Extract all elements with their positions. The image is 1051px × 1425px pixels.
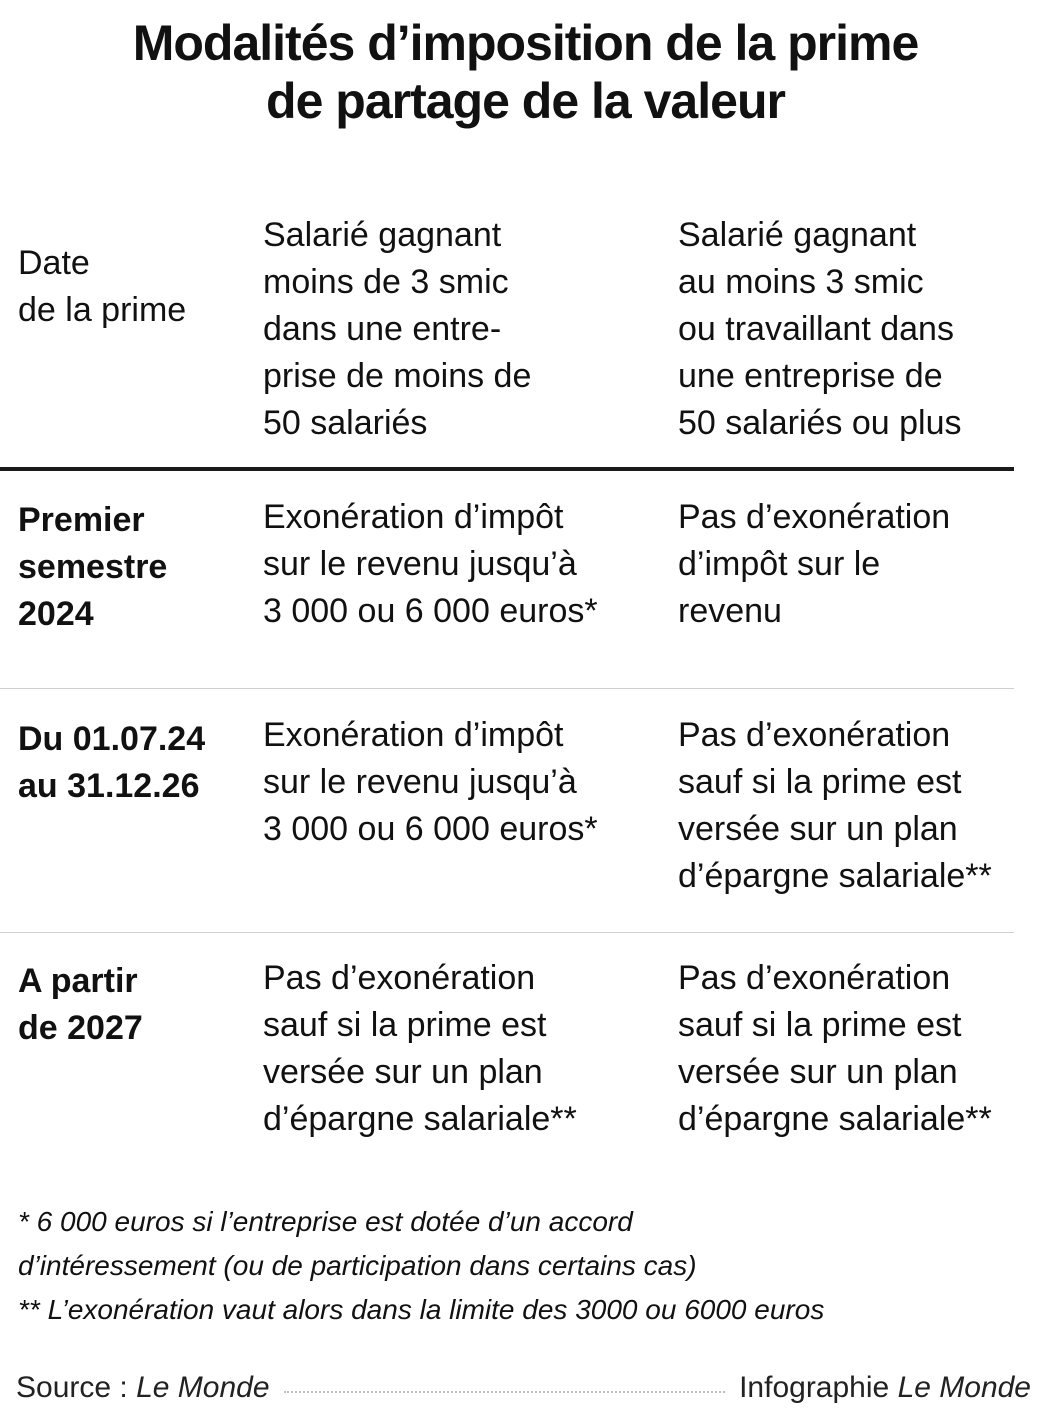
header-large-line: Salarié gagnant: [678, 216, 917, 254]
row-1-date-line: Premier: [18, 501, 145, 539]
footer: [16, 1368, 1031, 1408]
header-small-line: prise de moins de: [263, 357, 532, 395]
footnote-line: d’intéressement (ou de participation dans certains cas): [18, 1250, 697, 1281]
infographic-credit: [739, 1371, 1031, 1405]
header-large-company: [678, 212, 962, 447]
row-1-date-line: 2024: [18, 595, 94, 633]
row-1-date-line: semestre: [18, 548, 168, 586]
header-large-line: au moins 3 smic: [678, 263, 924, 301]
row-2-large-line: Pas d’exonération: [678, 716, 951, 754]
credit-label: Infographie: [739, 1371, 890, 1404]
row-3-date: [18, 958, 143, 1052]
row-3-large-line: versée sur un plan: [678, 1053, 958, 1091]
row-1-large-line: d’impôt sur le: [678, 545, 881, 583]
row-2-large-line: d’épargne salariale**: [678, 857, 992, 895]
footnote-line: ** L’exonération vaut alors dans la limite des 3000 ou 6000 euros: [18, 1294, 825, 1325]
header-large-line: une entreprise de: [678, 357, 943, 395]
row-2-date-line: Du 01.07.24: [18, 720, 206, 758]
row-divider: [0, 932, 1014, 933]
row-2-date: [18, 716, 205, 810]
title-line-2: de partage de la valeur: [266, 73, 785, 129]
row-3-small-line: d’épargne salariale**: [263, 1100, 577, 1138]
header-date-line: de la prime: [18, 291, 187, 329]
row-2-small-company: [263, 712, 598, 853]
header-small-line: 50 salariés: [263, 404, 428, 442]
header-small-line: moins de 3 smic: [263, 263, 509, 301]
row-3-large-line: d’épargne salariale**: [678, 1100, 992, 1138]
row-3-date-line: A partir: [18, 962, 138, 1000]
credit-name: Le Monde: [897, 1371, 1031, 1404]
row-2-small-line: Exonération d’impôt: [263, 716, 564, 754]
row-1-small-line: sur le revenu jusqu’à: [263, 545, 577, 583]
footnotes: [18, 1200, 824, 1332]
row-3-small-line: sauf si la prime est: [263, 1006, 547, 1044]
row-divider: [0, 688, 1014, 689]
header-small-company: [263, 212, 531, 447]
row-1-large-company: [678, 494, 950, 635]
row-1-small-line: Exonération d’impôt: [263, 498, 564, 536]
header-large-line: ou travaillant dans: [678, 310, 954, 348]
header-large-line: 50 salariés ou plus: [678, 404, 962, 442]
dotted-separator: [284, 1391, 726, 1393]
header-small-line: dans une entre-: [263, 310, 502, 348]
row-2-small-line: sur le revenu jusqu’à: [263, 763, 577, 801]
header-small-line: Salarié gagnant: [263, 216, 502, 254]
header-date-line: Date: [18, 244, 90, 282]
row-3-large-line: sauf si la prime est: [678, 1006, 962, 1044]
row-3-large-line: Pas d’exonération: [678, 959, 951, 997]
page-title: [0, 14, 1051, 130]
source-name: Le Monde: [136, 1371, 270, 1404]
row-1-large-line: Pas d’exonération: [678, 498, 951, 536]
row-3-large-company: [678, 955, 992, 1143]
row-2-large-line: sauf si la prime est: [678, 763, 962, 801]
row-1-large-line: revenu: [678, 592, 782, 630]
footnote-line: * 6 000 euros si l’entreprise est dotée d’un accord: [18, 1206, 633, 1237]
row-2-date-line: au 31.12.26: [18, 767, 200, 805]
header-date: [18, 240, 186, 334]
row-1-small-company: [263, 494, 598, 635]
source-label: Source :: [16, 1371, 128, 1404]
row-2-large-line: versée sur un plan: [678, 810, 958, 848]
row-2-small-line: 3 000 ou 6 000 euros*: [263, 810, 598, 848]
row-2-large-company: [678, 712, 992, 900]
row-3-small-company: [263, 955, 577, 1143]
row-1-small-line: 3 000 ou 6 000 euros*: [263, 592, 598, 630]
row-3-small-line: versée sur un plan: [263, 1053, 543, 1091]
header-divider: [0, 467, 1014, 471]
row-3-date-line: de 2027: [18, 1009, 143, 1047]
row-1-date: [18, 497, 167, 638]
source-credit: [16, 1371, 270, 1405]
title-line-1: Modalités d’imposition de la prime: [132, 15, 919, 71]
row-3-small-line: Pas d’exonération: [263, 959, 536, 997]
